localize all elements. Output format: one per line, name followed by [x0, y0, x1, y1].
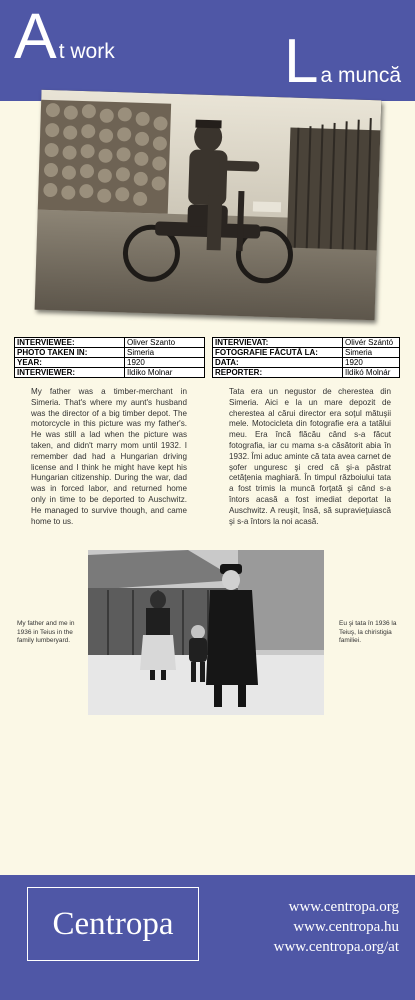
info-label: PHOTO TAKEN IN: [15, 348, 125, 358]
info-label: FOTOGRAFIE FĂCUTĂ LA: [213, 348, 343, 358]
info-table-romanian [212, 337, 400, 378]
info-label: YEAR: [15, 358, 125, 368]
info-label: REPORTER: [213, 368, 343, 378]
info-value: Ildikó Molnár [343, 368, 400, 378]
title-romanian [283, 27, 401, 96]
table-row [213, 368, 400, 378]
table-row [213, 338, 400, 348]
footer-link[interactable]: www.centropa.org/at [273, 939, 399, 955]
photo-caption-romanian: Eu şi tata în 1936 la Teiuş, la chiristigia familiei. [339, 620, 397, 644]
title-english-initial: A [14, 0, 57, 72]
story-text-romanian: Tata era un negustor de cherestea din Simeria. Aici e la un mare depozit de cherestea al cărui director era soţul mătuşii mele. Motocicleta din fotografie era a tatălui meu. Era încă flăcău când s-a făcut fotografia, iar cu mama s-a căsătorit abia în 1932. Îmi aduc aminte că tata avea carnet de şofer unguresc şi cred că şi-a păstrat cetăţenia maghiară. În timpul războiului tata a fost trimis la muncă forţată şi când s-a întors acasă a fost imediat deportat la Auschwitz. A reuşit, însă, să supravieţuiască şi s-a întors la noi acasă. [229, 387, 391, 526]
info-label: DATA: [213, 358, 343, 368]
footer-links [274, 897, 399, 957]
table-row [15, 338, 205, 348]
centropa-logo [27, 887, 199, 961]
info-value: 1920 [125, 358, 205, 368]
footer-link[interactable]: www.centropa.hu [293, 919, 399, 935]
family-photo [88, 550, 324, 715]
info-value: 1920 [343, 358, 400, 368]
info-label: INTERVIEWEE: [15, 338, 125, 348]
motorcycle-photo-icon [35, 90, 382, 321]
info-table-english [14, 337, 205, 378]
info-value: Ildiko Molnar [125, 368, 205, 378]
table-row [213, 358, 400, 368]
info-value: Olivér Szántó [343, 338, 400, 348]
footer-link[interactable]: www.centropa.org [288, 899, 399, 915]
title-romanian-initial: L [283, 27, 319, 96]
title-english [14, 0, 115, 72]
story-text-english: My father was a timber-merchant in Simeria. That's where my aunt's husband was the director of a big timber depot. The motorcycle in this picture was my father's. He was still a lad when the picture was taken, and didn't marry mom until 1932. I remember dad had a Hungarian driving license and I think he might have kept his Hungarian citizenship. During the war, dad was in forced labor, and returned home only in time to be deported to Auschwitz. He managed to survive though, and came home to us. [31, 387, 187, 526]
info-value: Oliver Szanto [125, 338, 205, 348]
title-english-rest: t work [58, 40, 115, 63]
info-label: INTERVIEWER: [15, 368, 125, 378]
family-photo-icon [88, 550, 324, 715]
motorcycle-photo [35, 90, 382, 321]
info-value: Simeria [125, 348, 205, 358]
table-row [15, 348, 205, 358]
photo-caption-english: My father and me in 1936 in Teius in the family lumberyard. [17, 620, 75, 644]
info-label: INTERVIEVAT: [213, 338, 343, 348]
table-row [213, 348, 400, 358]
table-row [15, 358, 205, 368]
centropa-logo-text: Centropa [52, 905, 174, 942]
info-value: Simeria [343, 348, 400, 358]
table-row [15, 368, 205, 378]
title-romanian-rest: a muncă [320, 64, 401, 87]
